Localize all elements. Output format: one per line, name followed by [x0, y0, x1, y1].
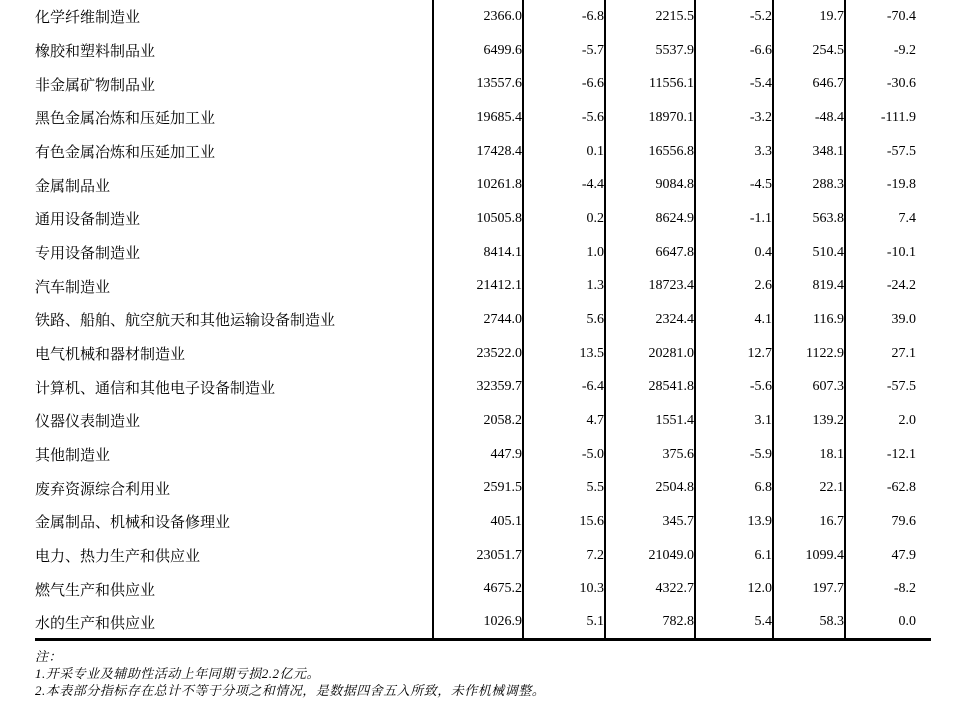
- value-cell: 9084.8: [605, 168, 695, 202]
- value-cell: -9.2: [845, 34, 931, 68]
- value-cell: 1.3: [523, 269, 605, 303]
- table-row: [35, 135, 931, 169]
- value-cell: 58.3: [773, 606, 845, 640]
- value-cell: 6.1: [695, 539, 773, 573]
- value-cell: 10505.8: [433, 202, 523, 236]
- value-cell: 18.1: [773, 438, 845, 472]
- value-cell: 6499.6: [433, 34, 523, 68]
- value-cell: 510.4: [773, 236, 845, 270]
- value-cell: -1.1: [695, 202, 773, 236]
- value-cell: 13.5: [523, 337, 605, 371]
- value-cell: -24.2: [845, 269, 931, 303]
- table-row: [35, 67, 931, 101]
- value-cell: 0.2: [523, 202, 605, 236]
- value-cell: 16.7: [773, 505, 845, 539]
- value-cell: 447.9: [433, 438, 523, 472]
- industry-label-cell: 废弃资源综合利用业: [35, 481, 171, 498]
- table-row: [35, 236, 931, 270]
- value-cell: 1551.4: [605, 404, 695, 438]
- industry-label-cell: 有色金属冶炼和压延加工业: [35, 145, 216, 162]
- table-row: [35, 438, 931, 472]
- table-row: [35, 505, 931, 539]
- value-cell: 18723.4: [605, 269, 695, 303]
- value-cell: 22.1: [773, 471, 845, 505]
- value-cell: 1122.9: [773, 337, 845, 371]
- industry-label-cell: 水的生产和供应业: [35, 615, 156, 632]
- value-cell: -12.1: [845, 438, 931, 472]
- value-cell: 15.6: [523, 505, 605, 539]
- value-cell: -5.7: [523, 34, 605, 68]
- value-cell: -6.6: [523, 67, 605, 101]
- industry-label-cell: 电气机械和器材制造业: [35, 347, 186, 364]
- value-cell: -5.6: [523, 101, 605, 135]
- value-cell: 3.1: [695, 404, 773, 438]
- value-cell: 345.7: [605, 505, 695, 539]
- value-cell: 607.3: [773, 370, 845, 404]
- table-row: [35, 34, 931, 68]
- value-cell: 23522.0: [433, 337, 523, 371]
- value-cell: 2058.2: [433, 404, 523, 438]
- value-cell: 12.7: [695, 337, 773, 371]
- value-cell: 405.1: [433, 505, 523, 539]
- value-cell: 11556.1: [605, 67, 695, 101]
- value-cell: 1.0: [523, 236, 605, 270]
- table-row: [35, 404, 931, 438]
- value-cell: 16556.8: [605, 135, 695, 169]
- table-body: [35, 0, 931, 640]
- value-cell: 8414.1: [433, 236, 523, 270]
- value-cell: 2744.0: [433, 303, 523, 337]
- note-item-2: 2.本表部分指标存在总计不等于分项之和情况，是数据四舍五入所致，未作机械调整。: [35, 683, 546, 698]
- value-cell: 2.0: [845, 404, 931, 438]
- value-cell: -48.4: [773, 101, 845, 135]
- value-cell: -57.5: [845, 135, 931, 169]
- notes-title: 注：: [35, 649, 63, 664]
- value-cell: 646.7: [773, 67, 845, 101]
- value-cell: 6.8: [695, 471, 773, 505]
- value-cell: -19.8: [845, 168, 931, 202]
- table-notes: [35, 648, 545, 699]
- table-row: [35, 202, 931, 236]
- table-row: [35, 539, 931, 573]
- value-cell: 1026.9: [433, 606, 523, 640]
- value-cell: 32359.7: [433, 370, 523, 404]
- value-cell: 17428.4: [433, 135, 523, 169]
- value-cell: 13.9: [695, 505, 773, 539]
- industry-label-cell: 汽车制造业: [35, 279, 111, 296]
- value-cell: -5.9: [695, 438, 773, 472]
- value-cell: 28541.8: [605, 370, 695, 404]
- industry-label-cell: 专用设备制造业: [35, 246, 141, 263]
- value-cell: 5.5: [523, 471, 605, 505]
- value-cell: 2504.8: [605, 471, 695, 505]
- value-cell: 6647.8: [605, 236, 695, 270]
- value-cell: 20281.0: [605, 337, 695, 371]
- value-cell: 563.8: [773, 202, 845, 236]
- value-cell: -57.5: [845, 370, 931, 404]
- value-cell: 4675.2: [433, 572, 523, 606]
- table-row: [35, 370, 931, 404]
- industry-label-cell: 金属制品业: [35, 178, 111, 195]
- value-cell: 21412.1: [433, 269, 523, 303]
- industry-label-cell: 金属制品、机械和设备修理业: [35, 515, 231, 532]
- table-row: [35, 606, 931, 640]
- value-cell: 4.1: [695, 303, 773, 337]
- value-cell: -62.8: [845, 471, 931, 505]
- value-cell: 5.1: [523, 606, 605, 640]
- table-row: [35, 337, 931, 371]
- industry-label-cell: 电力、热力生产和供应业: [35, 549, 201, 566]
- value-cell: 13557.6: [433, 67, 523, 101]
- value-cell: 27.1: [845, 337, 931, 371]
- value-cell: 23051.7: [433, 539, 523, 573]
- value-cell: -10.1: [845, 236, 931, 270]
- value-cell: 5537.9: [605, 34, 695, 68]
- value-cell: 5.6: [523, 303, 605, 337]
- table-row: [35, 168, 931, 202]
- value-cell: 18970.1: [605, 101, 695, 135]
- value-cell: 5.4: [695, 606, 773, 640]
- industry-label-cell: 仪器仪表制造业: [35, 414, 141, 431]
- value-cell: 819.4: [773, 269, 845, 303]
- value-cell: 12.0: [695, 572, 773, 606]
- value-cell: 4322.7: [605, 572, 695, 606]
- value-cell: -4.5: [695, 168, 773, 202]
- industry-label-cell: 通用设备制造业: [35, 212, 141, 229]
- value-cell: 0.0: [845, 606, 931, 640]
- value-cell: -6.8: [523, 0, 605, 34]
- industry-label-cell: 铁路、船舶、航空航天和其他运输设备制造业: [35, 313, 336, 330]
- value-cell: 10.3: [523, 572, 605, 606]
- note-item-1: 1.开采专业及辅助性活动上年同期亏损2.2亿元。: [35, 666, 321, 681]
- value-cell: 348.1: [773, 135, 845, 169]
- value-cell: -5.6: [695, 370, 773, 404]
- value-cell: 19685.4: [433, 101, 523, 135]
- value-cell: 782.8: [605, 606, 695, 640]
- industry-label-cell: 计算机、通信和其他电子设备制造业: [35, 380, 276, 397]
- value-cell: 10261.8: [433, 168, 523, 202]
- value-cell: 19.7: [773, 0, 845, 34]
- value-cell: 3.3: [695, 135, 773, 169]
- value-cell: 21049.0: [605, 539, 695, 573]
- value-cell: 7.4: [845, 202, 931, 236]
- value-cell: -4.4: [523, 168, 605, 202]
- value-cell: 288.3: [773, 168, 845, 202]
- industry-label-cell: 橡胶和塑料制品业: [35, 44, 156, 60]
- value-cell: -30.6: [845, 67, 931, 101]
- value-cell: 254.5: [773, 34, 845, 68]
- industry-label-cell: 非金属矿物制品业: [35, 77, 156, 94]
- value-cell: 2591.5: [433, 471, 523, 505]
- table-row: [35, 471, 931, 505]
- value-cell: -6.6: [695, 34, 773, 68]
- industry-data-table: [35, 0, 931, 641]
- table-row: [35, 0, 931, 34]
- value-cell: 47.9: [845, 539, 931, 573]
- value-cell: 0.4: [695, 236, 773, 270]
- value-cell: -6.4: [523, 370, 605, 404]
- value-cell: 39.0: [845, 303, 931, 337]
- value-cell: 197.7: [773, 572, 845, 606]
- value-cell: 116.9: [773, 303, 845, 337]
- industry-label-cell: 燃气生产和供应业: [35, 582, 156, 599]
- table-row: [35, 101, 931, 135]
- table-row: [35, 269, 931, 303]
- value-cell: -5.2: [695, 0, 773, 34]
- industry-label-cell: 其他制造业: [35, 448, 111, 465]
- industry-label-cell: 化学纤维制造业: [35, 10, 141, 27]
- industry-label-cell: 黑色金属冶炼和压延加工业: [35, 111, 216, 128]
- value-cell: 0.1: [523, 135, 605, 169]
- value-cell: 2215.5: [605, 0, 695, 34]
- value-cell: 2.6: [695, 269, 773, 303]
- value-cell: 8624.9: [605, 202, 695, 236]
- value-cell: 2366.0: [433, 0, 523, 34]
- value-cell: -3.2: [695, 101, 773, 135]
- value-cell: 4.7: [523, 404, 605, 438]
- value-cell: -5.4: [695, 67, 773, 101]
- table-row: [35, 572, 931, 606]
- table-row: [35, 303, 931, 337]
- value-cell: -5.0: [523, 438, 605, 472]
- value-cell: 2324.4: [605, 303, 695, 337]
- value-cell: -70.4: [845, 0, 931, 34]
- value-cell: 79.6: [845, 505, 931, 539]
- value-cell: 1099.4: [773, 539, 845, 573]
- value-cell: 139.2: [773, 404, 845, 438]
- value-cell: 7.2: [523, 539, 605, 573]
- value-cell: 375.6: [605, 438, 695, 472]
- value-cell: -111.9: [845, 101, 931, 135]
- value-cell: -8.2: [845, 572, 931, 606]
